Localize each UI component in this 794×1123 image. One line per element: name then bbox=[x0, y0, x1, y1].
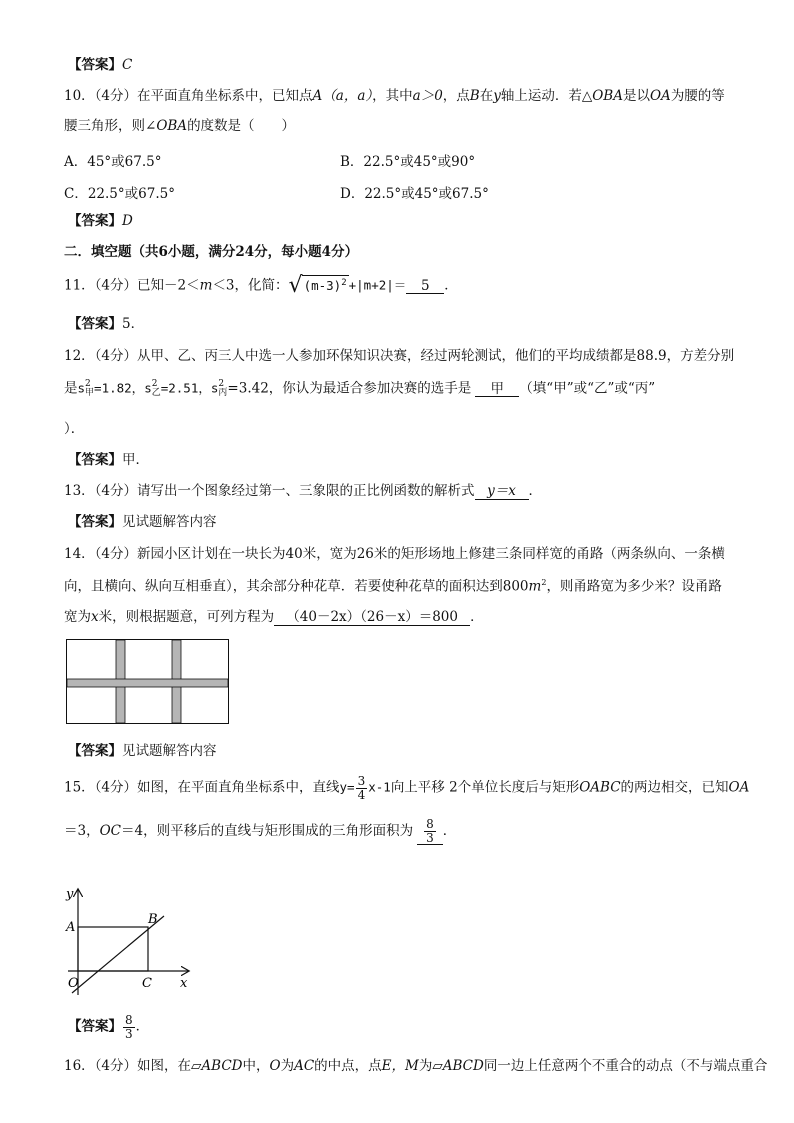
q16-text: 同一边上任意两个不重合的动点（不与端点重合 bbox=[483, 1058, 768, 1074]
variance-exp: 2 bbox=[85, 379, 91, 389]
q15-text: 向上平移 2个单位长度后与矩形 bbox=[390, 779, 580, 796]
q14-line1 bbox=[64, 546, 748, 562]
q11-line1 bbox=[64, 275, 748, 297]
answer-label: 【答案】 bbox=[68, 213, 122, 229]
radical-icon: √ bbox=[288, 273, 303, 298]
q16-text: 的中点，点 bbox=[314, 1058, 382, 1074]
fraction-denominator: 4 bbox=[357, 787, 366, 802]
q10-line1 bbox=[64, 88, 748, 104]
q16-parallelogram: ABCD bbox=[442, 1058, 484, 1074]
answer-label: 【答案】 bbox=[68, 743, 122, 759]
q13-line1 bbox=[64, 483, 748, 500]
label-y: y bbox=[66, 887, 74, 902]
question-score: （4分） bbox=[94, 1058, 138, 1074]
q12-line2 bbox=[64, 380, 748, 398]
q15-answer bbox=[68, 1014, 748, 1040]
q15-text: 如图，在平面直角坐标系中，直线 bbox=[137, 779, 340, 796]
q14-text: 米，则根据题意，可列方程为 bbox=[98, 609, 275, 625]
question-score: （4分） bbox=[94, 483, 138, 499]
q15-equation: x-1 bbox=[368, 779, 391, 795]
variance-exp: 2 bbox=[151, 379, 158, 389]
question-score: （4分） bbox=[94, 277, 138, 294]
fraction-denominator: 3 bbox=[426, 830, 434, 845]
q13-answer bbox=[68, 514, 748, 530]
q14-text: ，则甬路宽为多少米？设甬路 bbox=[546, 578, 722, 595]
q15-segment: OC bbox=[99, 823, 121, 840]
q16-line1 bbox=[64, 1058, 768, 1074]
q15-line1 bbox=[64, 775, 748, 801]
q16-text: 中， bbox=[242, 1058, 270, 1074]
q11-radicand: (m-3) bbox=[303, 278, 342, 294]
answer-value: 5． bbox=[122, 316, 145, 332]
q16-text: 为 bbox=[280, 1058, 295, 1074]
q10-coords: （a，a） bbox=[322, 88, 373, 104]
label-c: C bbox=[142, 976, 152, 991]
answer-label: 【答案】 bbox=[68, 514, 122, 530]
q10-text: ，其中 bbox=[372, 88, 413, 104]
q15-line2 bbox=[64, 818, 748, 845]
label-o: O bbox=[68, 976, 79, 991]
q16-text: 为▱ bbox=[418, 1058, 443, 1074]
q10-answer bbox=[68, 213, 748, 229]
question-score: （4分） bbox=[94, 348, 138, 364]
q10-text: 轴上运动．若△ bbox=[500, 88, 593, 104]
q11-var: m bbox=[199, 277, 213, 294]
answer-value: 见试题解答内容 bbox=[122, 514, 217, 530]
q10-axis: y bbox=[493, 88, 501, 104]
q10-option-d: D．22.5°或45°或67.5° bbox=[340, 186, 489, 202]
variance-sub: 乙 bbox=[151, 388, 161, 398]
q14-var: x bbox=[91, 609, 99, 625]
q10-line2 bbox=[64, 118, 748, 134]
question-number: 10． bbox=[64, 88, 95, 104]
q12-text: 从甲、乙、丙三人中选一人参加环保知识决赛，经过两轮测试，他们的平均成绩都是88.9，方差分别 bbox=[137, 348, 735, 364]
q10-text: ，点 bbox=[442, 88, 470, 104]
answer-value: C bbox=[122, 57, 133, 73]
answer-label: 【答案】 bbox=[68, 452, 122, 468]
q10-text: 是以 bbox=[622, 88, 650, 104]
q12-text: （填“甲”或“乙”或“丙” bbox=[519, 380, 656, 397]
q10-text: 在 bbox=[479, 88, 494, 104]
fraction-numerator: 8 bbox=[426, 817, 434, 831]
q14-answer bbox=[68, 743, 748, 759]
q11-abs: +|m+2|＝ bbox=[348, 277, 407, 293]
q9-answer bbox=[68, 57, 748, 73]
q12-text: =3.42，你认为最适合参加决赛的选手是 bbox=[227, 380, 472, 397]
q14-text: ． bbox=[470, 609, 484, 625]
q11-text: ＜3，化简： bbox=[212, 277, 289, 294]
section-title: 二．填空题（共6小题，满分24分，每小题4分） bbox=[64, 244, 359, 260]
q12-blank: 甲 bbox=[475, 382, 519, 398]
question-score: （4分） bbox=[94, 88, 138, 104]
q10-triangle: OBA bbox=[592, 88, 623, 104]
q11-blank: 5 bbox=[406, 279, 444, 295]
variance-value: =2.51， bbox=[160, 380, 211, 396]
q16-parallelogram: ABCD bbox=[201, 1058, 243, 1074]
q15-rect: OABC bbox=[579, 779, 621, 796]
q11-text: 已知－2＜ bbox=[137, 277, 200, 294]
q14-blank: （40－2x）（26－x）＝800 bbox=[274, 610, 470, 626]
q10-option-b: B．22.5°或45°或90° bbox=[340, 154, 476, 170]
question-score: （4分） bbox=[94, 546, 138, 562]
q10-angle: OBA bbox=[156, 118, 188, 134]
q15-text: 的两边相交，已知 bbox=[620, 779, 729, 796]
question-score: （4分） bbox=[94, 779, 138, 796]
variance-exp: 2 bbox=[218, 379, 225, 389]
label-b: B bbox=[148, 912, 158, 927]
answer-label: 【答案】 bbox=[68, 316, 122, 332]
answer-label: 【答案】 bbox=[68, 1018, 122, 1035]
q11-exponent: 2 bbox=[341, 278, 347, 288]
q15-blank bbox=[417, 818, 443, 845]
q16-points: E，M bbox=[381, 1058, 419, 1074]
q15-text: ＝4，则平移后的直线与矩形围成的三角形面积为 bbox=[121, 823, 414, 840]
label-x: x bbox=[180, 976, 188, 991]
fraction-denominator: 3 bbox=[125, 1026, 133, 1041]
question-number: 11． bbox=[64, 277, 95, 294]
q13-text: ． bbox=[528, 483, 543, 499]
q11-text: ． bbox=[444, 277, 458, 294]
q14-text: 向，且横向、纵向互相垂直），其余部分种花草．若要使种花草的面积达到800 bbox=[64, 578, 529, 595]
question-number: 14． bbox=[64, 546, 95, 562]
q14-text: 新园小区计划在一块长为40米，宽为26米的矩形场地上修建三条同样宽的甬路（两条纵向、一条横 bbox=[137, 546, 725, 562]
q12-line3: ）． bbox=[64, 421, 85, 437]
q10-condition: a＞0 bbox=[412, 88, 443, 104]
q14-line3 bbox=[64, 609, 748, 626]
variance-symbol: s bbox=[144, 380, 152, 396]
q15-segment: OA bbox=[728, 779, 750, 796]
answer-value: 见试题解答内容 bbox=[122, 743, 217, 759]
q15-text: ． bbox=[442, 823, 457, 840]
road-field-figure bbox=[66, 639, 230, 725]
q10-text: 在平面直角坐标系中，已知点 bbox=[137, 88, 313, 104]
q10-point-a: A bbox=[312, 88, 323, 104]
q10-option-c: C．22.5°或67.5° bbox=[64, 186, 175, 202]
question-number: 15． bbox=[64, 779, 95, 796]
answer-value: ． bbox=[135, 1018, 150, 1035]
q16-point: O bbox=[269, 1058, 281, 1074]
q10-side: OA bbox=[649, 88, 671, 104]
q10-point-b: B bbox=[469, 88, 480, 104]
variance-symbol: s bbox=[210, 380, 219, 396]
fraction-numerator: 8 bbox=[125, 1013, 133, 1027]
horizontal-road bbox=[67, 679, 228, 687]
rectangle-oabc bbox=[78, 927, 148, 971]
variance-sub: 丙 bbox=[218, 388, 228, 398]
answer-label: 【答案】 bbox=[68, 57, 122, 73]
q14-text: 宽为 bbox=[64, 609, 91, 625]
q16-text: 如图，在▱ bbox=[137, 1058, 202, 1074]
answer-value: 甲． bbox=[122, 452, 149, 468]
q10-text: 为腰的等 bbox=[670, 88, 725, 104]
q13-text: 请写出一个图象经过第一、三象限的正比例函数的解析式 bbox=[137, 483, 475, 499]
q12-line1 bbox=[64, 348, 748, 364]
sqrt-expression bbox=[289, 275, 349, 297]
question-number: 16． bbox=[64, 1058, 95, 1074]
q16-segment: AC bbox=[294, 1058, 315, 1074]
question-number: 12． bbox=[64, 348, 95, 364]
q11-answer bbox=[68, 316, 748, 332]
q14-unit-exp: 2 bbox=[541, 578, 547, 587]
q15-text: ＝3， bbox=[64, 823, 100, 840]
q10-text: 腰三角形，则∠ bbox=[64, 118, 157, 134]
variance-sub: 甲 bbox=[85, 388, 95, 398]
coordinate-figure bbox=[60, 880, 200, 1000]
q12-text: 是 bbox=[64, 380, 78, 397]
q12-answer bbox=[68, 452, 748, 468]
q10-text: 的度数是（ ） bbox=[187, 118, 296, 134]
q15-equation: y= bbox=[339, 779, 355, 795]
q15-equation-fraction bbox=[356, 775, 368, 801]
label-a: A bbox=[66, 920, 76, 935]
fraction-numerator: 3 bbox=[357, 774, 366, 788]
q10-option-a: A．45°或67.5° bbox=[64, 154, 162, 170]
answer-value: D bbox=[122, 213, 133, 229]
q14-line2 bbox=[64, 578, 748, 595]
variance-symbol: s bbox=[77, 380, 86, 396]
question-number: 13． bbox=[64, 483, 95, 499]
q14-unit: m bbox=[528, 578, 542, 595]
variance-value: =1.82， bbox=[94, 380, 145, 396]
q13-blank: y＝x bbox=[475, 484, 529, 500]
